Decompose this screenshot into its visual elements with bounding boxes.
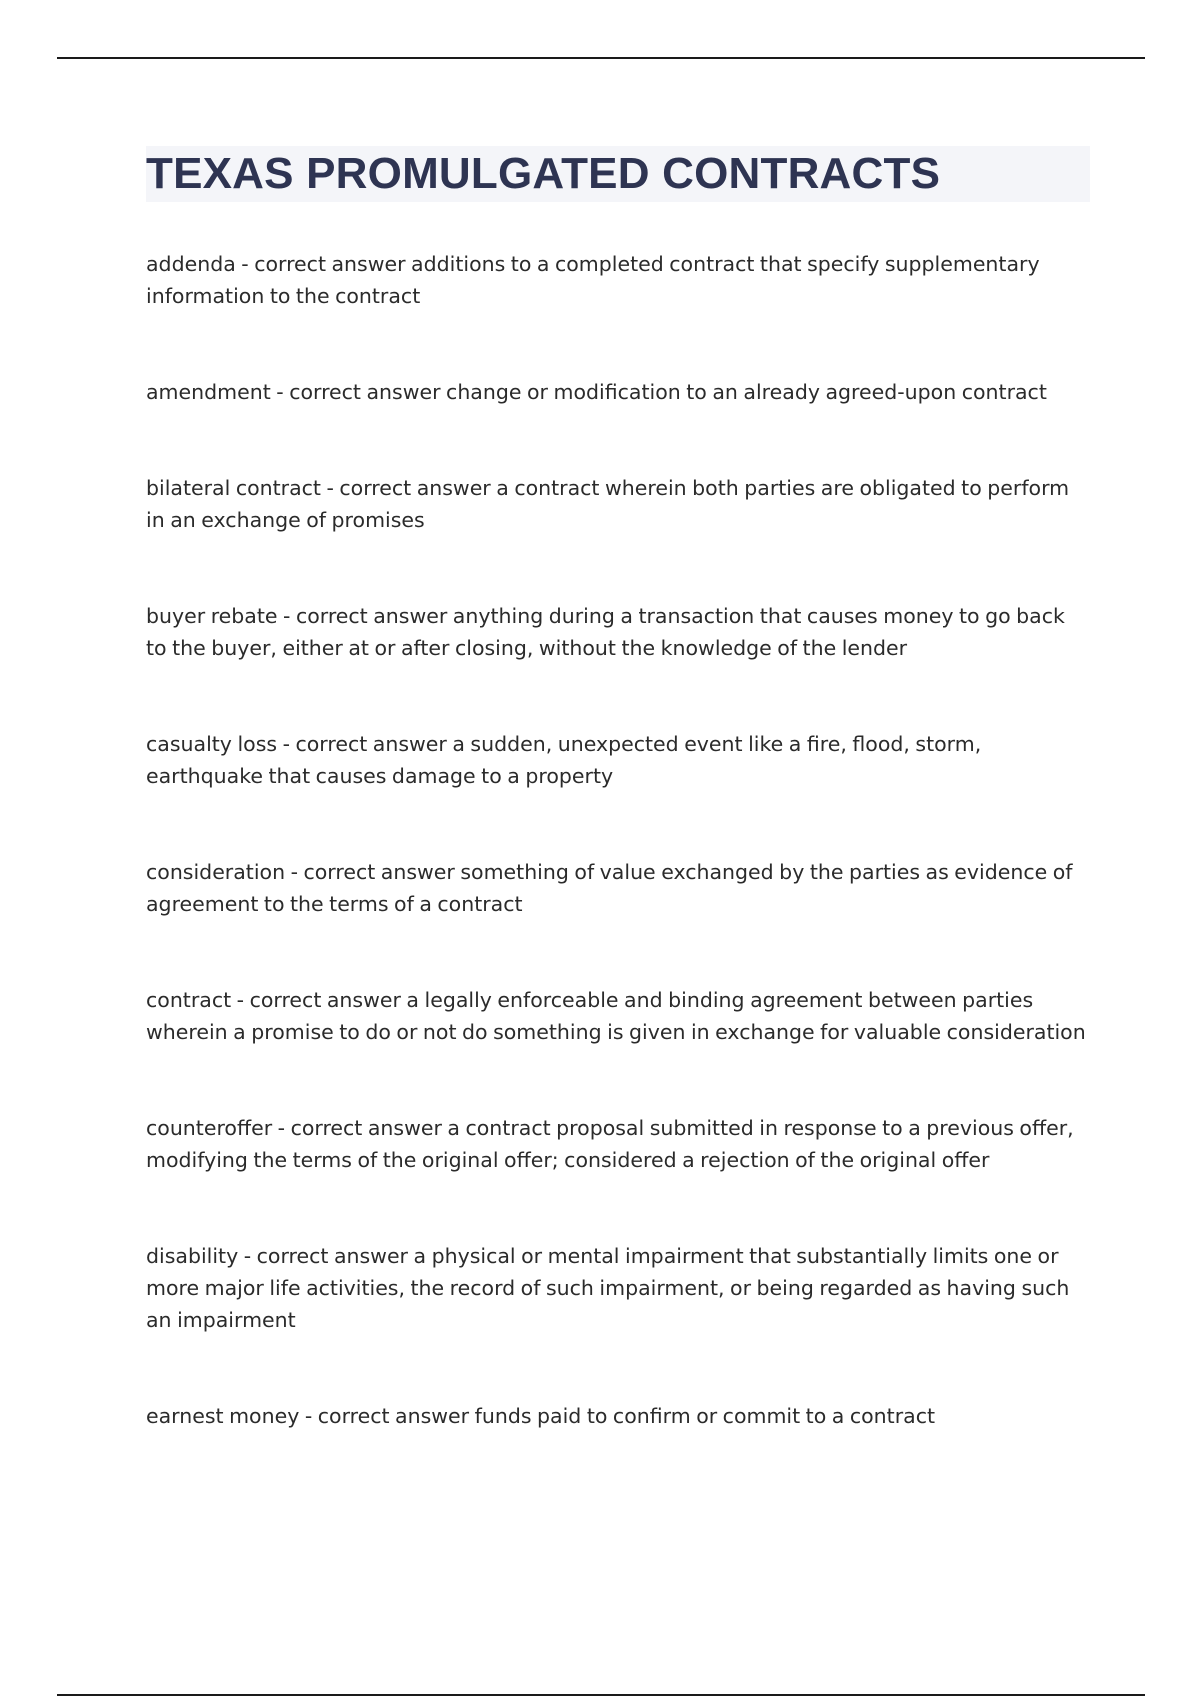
document-content xyxy=(146,146,1090,1496)
entry-counteroffer: counteroffer - correct answer a contract proposal submitted in response to a previous offer, modifying the terms of the original offer; considered a rejection of the original offer xyxy=(146,1116,1074,1172)
entry-earnest-money: earnest money - correct answer funds paid to confirm or commit to a contract xyxy=(146,1404,936,1428)
entry-disability: disability - correct answer a physical or mental impairment that substantially limits one or more major life activities, the record of such impairment, or being regarded as having such an impairment xyxy=(146,1244,1070,1332)
top-rule xyxy=(57,57,1145,59)
page-title: TEXAS PROMULGATED CONTRACTS xyxy=(146,149,941,198)
entry-bilateral-contract: bilateral contract - correct answer a contract wherein both parties are obligated to perform in an exchange of promises xyxy=(146,476,1070,532)
entry-consideration: consideration - correct answer something of value exchanged by the parties as evidence of agreement to the terms of a contract xyxy=(146,860,1073,916)
title-band xyxy=(146,146,1090,202)
entry-addenda: addenda - correct answer additions to a completed contract that specify supplementary information to the contract xyxy=(146,252,1040,308)
entry-list xyxy=(146,248,1090,1432)
entry-buyer-rebate: buyer rebate - correct answer anything during a transaction that causes money to go back to the buyer, either at or after closing, without the knowledge of the lender xyxy=(146,604,1065,660)
entry-amendment: amendment - correct answer change or modification to an already agreed-upon contract xyxy=(146,380,1047,404)
entry-contract: contract - correct answer a legally enforceable and binding agreement between parties wherein a promise to do or not do something is given in exchange for valuable consideration xyxy=(146,988,1086,1044)
entry-casualty-loss: casualty loss - correct answer a sudden, unexpected event like a fire, flood, storm, earthquake that causes damage to a property xyxy=(146,732,982,788)
bottom-rule xyxy=(57,1694,1145,1696)
